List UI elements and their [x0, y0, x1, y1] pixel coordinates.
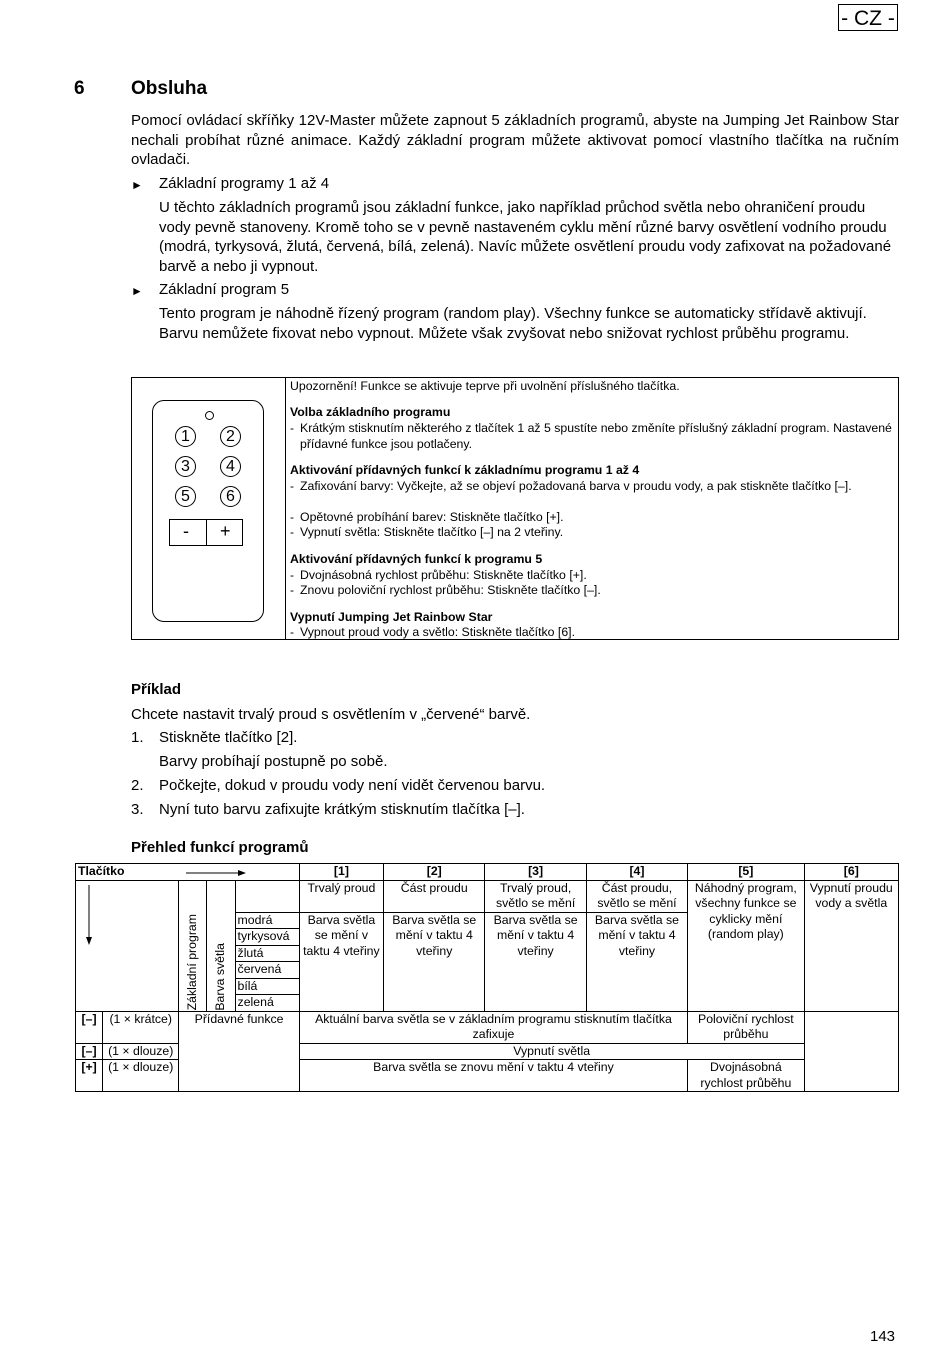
bullet-title: Základní programy 1 až 4 [159, 175, 330, 192]
note-item: - Krátkým stisknutím některého z tlačítek 1 až 5 spustíte nebo změníte příslušný základní program. Nastavené přídavné funkce jsou potlačeny. [290, 421, 892, 451]
key-label: [–] [76, 1043, 103, 1060]
color-name: zelená [235, 995, 299, 1012]
program-overview-table [75, 863, 899, 1092]
step-number: 1. [131, 729, 144, 746]
table-cell: Barva světla se znovu mění v taktu 4 vteřiny [299, 1060, 687, 1092]
table-cell: Dvojnásobná rychlost průběhu [688, 1060, 804, 1092]
table-row [76, 1011, 899, 1043]
remote-button-plus: + [220, 521, 231, 541]
section-title: Obsluha [131, 78, 208, 99]
note-group-title: Aktivování přídavných funkcí k programu 5 [290, 552, 543, 566]
step-number: 2. [131, 777, 144, 794]
color-name: bílá [235, 978, 299, 995]
press-type: (1 × dlouze) [103, 1060, 179, 1092]
row-label-light-color: Barva světla [213, 942, 228, 1011]
overview-heading: Přehled funkcí programů [131, 839, 309, 856]
note-item: - Vypnutí světla: Stiskněte tlačítko [–] na 2 vteřiny. [290, 525, 564, 539]
language-badge: - CZ - [838, 4, 898, 31]
key-label: [–] [76, 1011, 103, 1043]
table-cell: Barva světla se mění v taktu 4 vteřiny [485, 912, 586, 1011]
remote-button-2: 2 [220, 426, 241, 447]
col-header: [1] [299, 864, 383, 881]
col-header: [3] [485, 864, 586, 881]
arrow-right-icon [186, 869, 246, 877]
table-cell: Aktuální barva světla se v základním programu stisknutím tlačítka zafixuje [299, 1011, 687, 1043]
remote-button-3: 3 [175, 456, 196, 477]
bullet-body: Tento program je náhodně řízený program (random play). Všechny funkce se automaticky střídavě aktivují. Barvu nemůžete fixovat nebo vypnout. Můžete však zvyšovat nebo snižovat rychlost průběhu programu. [159, 305, 867, 342]
table-cell: Barva světla se mění v taktu 4 vteřiny [586, 912, 687, 1011]
press-type: (1 × krátce) [103, 1011, 179, 1043]
page-number: 143 [870, 1328, 896, 1345]
note-item: - Opětovné probíhání barev: Stiskněte tlačítko [+]. [290, 510, 564, 524]
row-label-basic-program: Základní program [185, 914, 200, 1011]
note-item: - Dvojnásobná rychlost průběhu: Stiskněte tlačítko [+]. [290, 568, 587, 582]
step-text: Stiskněte tlačítko [2]. [159, 729, 298, 746]
table-cell: Část proudu, světlo se mění [586, 880, 687, 912]
table-cell: Vypnutí světla [299, 1043, 804, 1060]
color-name: červená [235, 962, 299, 979]
remote-button-1: 1 [175, 426, 196, 447]
step-number: 3. [131, 801, 144, 818]
arrow-down-icon [84, 885, 94, 945]
col-header: [4] [586, 864, 687, 881]
divider [285, 377, 286, 640]
remote-control-illustration [152, 400, 264, 622]
bullet-title: Základní program 5 [159, 281, 290, 298]
table-cell: Část proudu [384, 880, 485, 912]
intro-paragraph: Pomocí ovládací skříňky 12V-Master můžete zapnout 5 základních programů, abyste na Jumping Jet Rainbow Star nechali probíhat různé animace. Každý základní program můžete aktivovat pomocí vlastního tlačítka na ručním ovladači. [131, 112, 899, 168]
table-cell: Barva světla se mění v taktu 4 vteřiny [384, 912, 485, 1011]
note-group-title: Aktivování přídavných funkcí k základnímu programu 1 až 4 [290, 463, 640, 477]
table-cell: Vypnutí proudu vody a světla [804, 880, 898, 1011]
table-header-row [76, 864, 899, 881]
remote-button-minus: - [183, 521, 189, 541]
table-row [76, 880, 899, 912]
table-cell: Barva světla se mění v taktu 4 vteřiny [299, 912, 383, 1011]
col-header: [6] [804, 864, 898, 881]
note-group-title: Vypnutí Jumping Jet Rainbow Star [290, 610, 493, 624]
color-name: tyrkysová [235, 929, 299, 946]
note-item: - Znovu poloviční rychlost průběhu: Stiskněte tlačítko [–]. [290, 583, 601, 597]
col-header: [5] [688, 864, 804, 881]
press-type: (1 × dlouze) [103, 1043, 179, 1060]
note-item: - Zafixování barvy: Vyčkejte, až se objeví požadovaná barva v proudu vody, a pak stiskněte tlačítko [–]. [290, 479, 852, 493]
color-name: žlutá [235, 945, 299, 962]
key-label: [+] [76, 1060, 103, 1092]
bullet-arrow-icon: ► [131, 178, 143, 192]
step-text: Nyní tuto barvu zafixujte krátkým stisknutím tlačítka [–]. [159, 801, 525, 818]
section-number: 6 [74, 78, 85, 99]
remote-button-4: 4 [220, 456, 241, 477]
led-icon [205, 411, 214, 420]
table-cell: Trvalý proud, světlo se mění [485, 880, 586, 912]
remote-button-5: 5 [175, 486, 196, 507]
extra-functions-label: Přídavné funkce [179, 1011, 299, 1092]
header-button-label: Tlačítko [78, 864, 125, 878]
table-cell: Poloviční rychlost průběhu [688, 1011, 804, 1043]
bullet-body: U těchto základních programů jsou základní funkce, jako například průchod světla nebo ohraničení proudu vody pevně stanoveny. Kromě toho se v pevně nastaveném cyklu mění různé barvy osvětlení vodního proudu (modrá, tyrkysová, žlutá, červená, bílá, zelená). Navíc můžete osvětlení proudu vody zafixovat na požadované barvě a nebo ji vypnout. [159, 199, 892, 275]
warning-note: Upozornění! Funkce se aktivuje teprve při uvolnění příslušného tlačítka. [290, 379, 680, 393]
step-text: Barvy probíhají postupně po sobě. [159, 753, 388, 770]
note-group-title: Volba základního programu [290, 405, 451, 419]
table-cell: Trvalý proud [299, 880, 383, 912]
note-item: - Vypnout proud vody a světlo: Stiskněte tlačítko [6]. [290, 625, 576, 639]
col-header: [2] [384, 864, 485, 881]
step-text: Počkejte, dokud v proudu vody není vidět červenou barvu. [159, 777, 546, 794]
remote-button-6: 6 [220, 486, 241, 507]
bullet-arrow-icon: ► [131, 284, 143, 298]
table-cell: Náhodný program, všechny funkce se cyklicky mění (random play) [688, 880, 804, 1011]
divider [206, 519, 207, 546]
example-heading: Příklad [131, 681, 182, 698]
color-name: modrá [235, 912, 299, 929]
example-intro: Chcete nastavit trvalý proud s osvětlením v „červené“ barvě. [131, 706, 531, 723]
